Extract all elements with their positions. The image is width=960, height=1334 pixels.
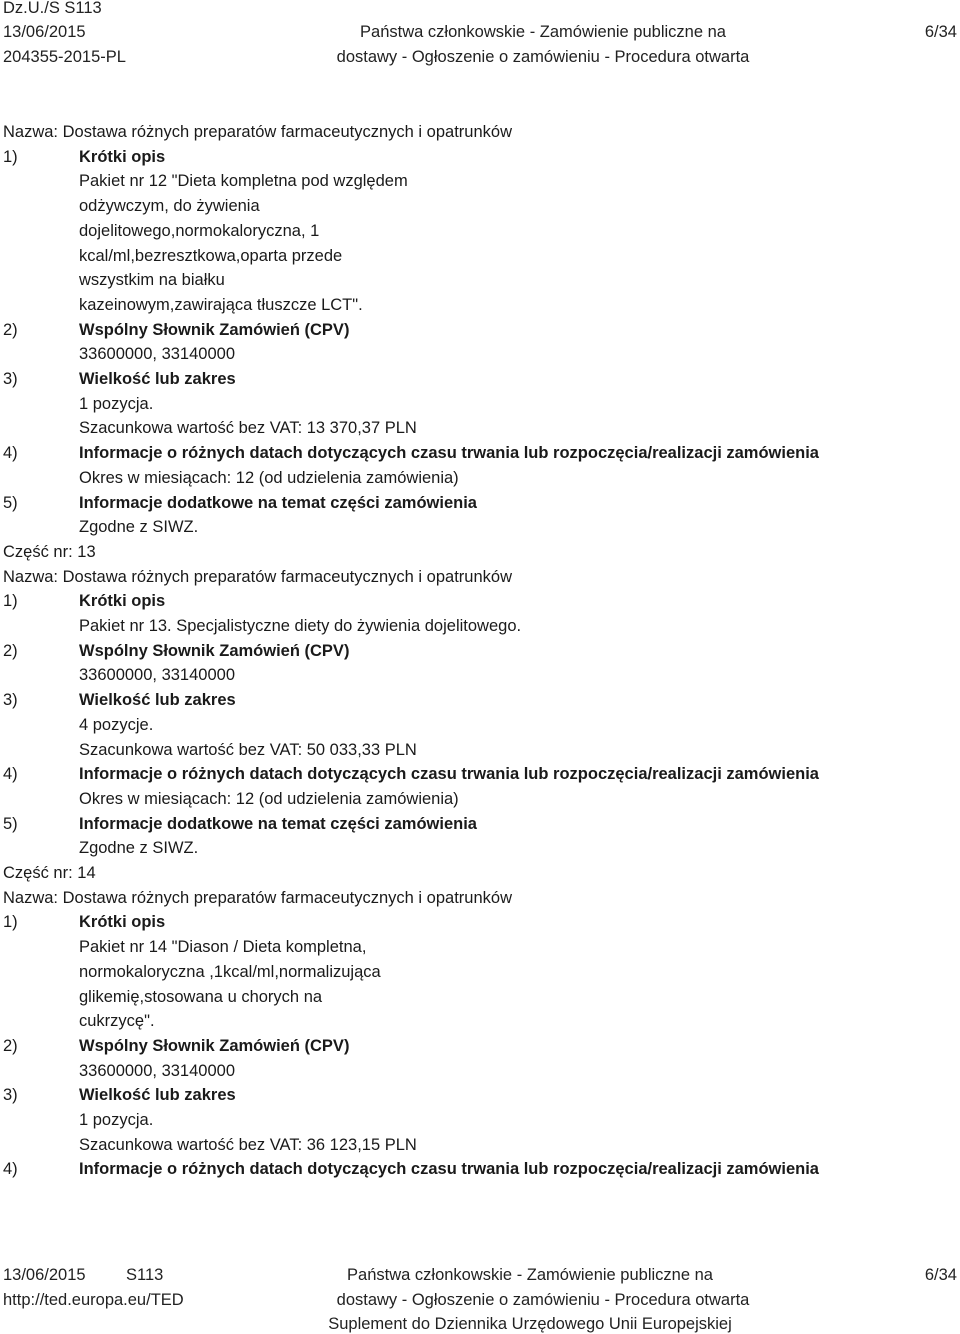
lot-line: Nazwa: Dostawa różnych preparatów farmaceutycznych i opatrunków: [3, 123, 512, 141]
section-value: Zgodne z SIWZ.: [79, 518, 199, 536]
footer-issue: S113: [126, 1266, 164, 1284]
footer-title-line1: Państwa członkowskie - Zamówienie publiczne na: [347, 1266, 713, 1284]
header-date: 13/06/2015: [3, 23, 86, 41]
footer-page-number: 6/34: [924, 1266, 957, 1284]
section-title: Wspólny Słownik Zamówień (CPV): [79, 321, 350, 339]
section-value: 1 pozycja.: [79, 395, 154, 413]
section-title: Wielkość lub zakres: [79, 1086, 236, 1104]
section-value: 1 pozycja.: [79, 1111, 154, 1129]
section-number: 5): [3, 494, 18, 512]
section-value: Zgodne z SIWZ.: [79, 839, 199, 857]
section-number: 4): [3, 765, 18, 783]
footer-title-line3: Suplement do Dziennika Urzędowego Unii Europejskiej: [328, 1315, 732, 1333]
section-number: 2): [3, 321, 18, 339]
section-number: 1): [3, 913, 18, 931]
section-value: 33600000, 33140000: [79, 345, 235, 363]
notice-ref: 204355-2015-PL: [3, 48, 126, 66]
section-number: 2): [3, 642, 18, 660]
header-title-line2: dostawy - Ogłoszenie o zamówieniu - Procedura otwarta: [336, 48, 750, 66]
section-value: Pakiet nr 14 "Diason / Dieta kompletna,: [79, 938, 367, 956]
section-value: glikemię,stosowana u chorych na: [79, 988, 323, 1006]
section-value: normokaloryczna ,1kcal/ml,normalizująca: [79, 963, 381, 981]
section-value: 33600000, 33140000: [79, 666, 235, 684]
section-value: Szacunkowa wartość bez VAT: 50 033,33 PLN: [79, 741, 417, 759]
section-number: 2): [3, 1037, 18, 1055]
section-title: Informacje o różnych datach dotyczących czasu trwania lub rozpoczęcia/realizacji zamówienia: [79, 444, 819, 462]
section-title: Krótki opis: [79, 913, 166, 931]
section-title: Wielkość lub zakres: [79, 691, 236, 709]
section-title: Wspólny Słownik Zamówień (CPV): [79, 642, 350, 660]
section-value: Pakiet nr 12 "Dieta kompletna pod względem: [79, 172, 408, 190]
section-value: Szacunkowa wartość bez VAT: 13 370,37 PLN: [79, 419, 417, 437]
section-title: Informacje o różnych datach dotyczących czasu trwania lub rozpoczęcia/realizacji zamówienia: [79, 765, 819, 783]
section-value: cukrzycę".: [79, 1012, 155, 1030]
lot-line: Nazwa: Dostawa różnych preparatów farmaceutycznych i opatrunków: [3, 889, 512, 907]
footer-date: 13/06/2015: [3, 1266, 86, 1284]
section-number: 3): [3, 370, 18, 388]
section-number: 5): [3, 815, 18, 833]
section-value: odżywczym, do żywienia: [79, 197, 260, 215]
footer-title-line2: dostawy - Ogłoszenie o zamówieniu - Procedura otwarta: [336, 1291, 750, 1309]
section-title: Krótki opis: [79, 148, 166, 166]
section-value: Okres w miesiącach: 12 (od udzielenia zamówienia): [79, 790, 459, 808]
footer-url[interactable]: http://ted.europa.eu/TED: [3, 1291, 184, 1309]
section-title: Wielkość lub zakres: [79, 370, 236, 388]
section-value: Okres w miesiącach: 12 (od udzielenia zamówienia): [79, 469, 459, 487]
lot-line: Część nr: 14: [3, 864, 96, 882]
section-title: Krótki opis: [79, 592, 166, 610]
header-title-line1: Państwa członkowskie - Zamówienie publiczne na: [360, 23, 726, 41]
section-value: 4 pozycje.: [79, 716, 154, 734]
section-value: wszystkim na białku: [79, 271, 225, 289]
section-number: 3): [3, 1086, 18, 1104]
section-title: Informacje dodatkowe na temat części zamówienia: [79, 815, 477, 833]
section-value: Szacunkowa wartość bez VAT: 36 123,15 PLN: [79, 1136, 417, 1154]
section-value: Pakiet nr 13. Specjalistyczne diety do żywienia dojelitowego.: [79, 617, 522, 635]
section-value: 33600000, 33140000: [79, 1062, 235, 1080]
section-value: kazeinowym,zawirająca tłuszcze LCT".: [79, 296, 363, 314]
section-number: 1): [3, 592, 18, 610]
lot-line: Część nr: 13: [3, 543, 96, 561]
section-value: dojelitowego,normokaloryczna, 1: [79, 222, 320, 240]
section-title: Wspólny Słownik Zamówień (CPV): [79, 1037, 350, 1055]
section-title: Informacje dodatkowe na temat części zamówienia: [79, 494, 477, 512]
section-value: kcal/ml,bezresztkowa,oparta przede: [79, 247, 343, 265]
lot-line: Nazwa: Dostawa różnych preparatów farmaceutycznych i opatrunków: [3, 568, 512, 586]
section-number: 1): [3, 148, 18, 166]
section-title: Informacje o różnych datach dotyczących czasu trwania lub rozpoczęcia/realizacji zamówienia: [79, 1160, 819, 1178]
section-number: 3): [3, 691, 18, 709]
section-number: 4): [3, 1160, 18, 1178]
section-number: 4): [3, 444, 18, 462]
header-page-number: 6/34: [924, 23, 957, 41]
journal-ref: Dz.U./S S113: [3, 0, 102, 17]
